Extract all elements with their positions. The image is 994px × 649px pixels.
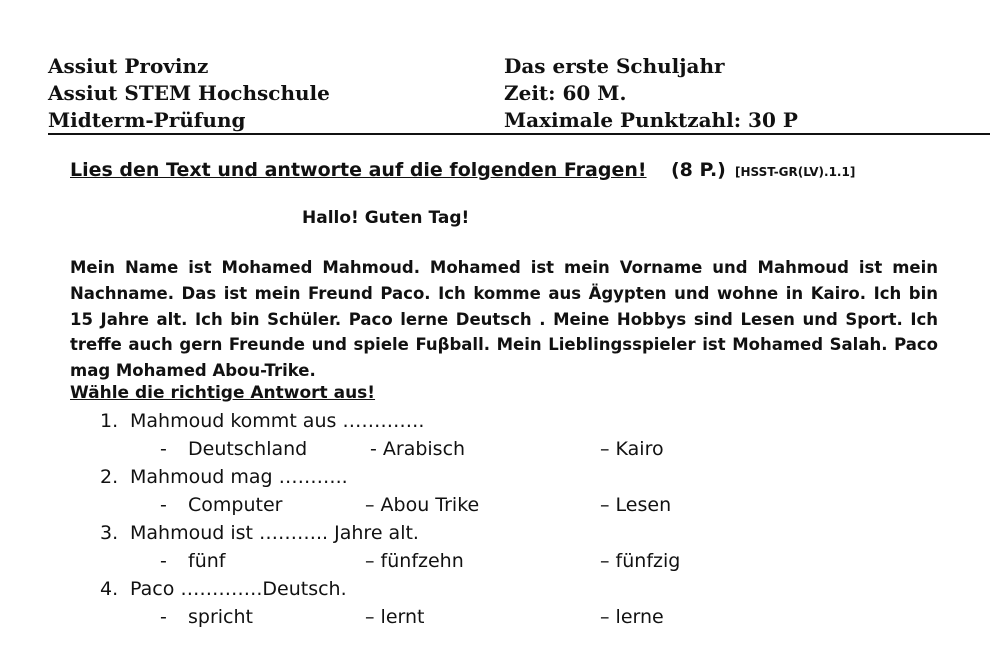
option-bullet: - [160, 438, 167, 460]
option-a: Deutschland [188, 438, 308, 460]
header-divider [48, 133, 990, 135]
header-exam-type: Midterm-Prüfung [48, 108, 246, 132]
header-right-block [504, 53, 798, 134]
task-points: (8 P.) [671, 159, 726, 181]
question-text: Mahmoud kommt aus …………. [130, 410, 425, 432]
question-text: Mahmoud ist ……….. Jahre alt. [130, 522, 419, 544]
question-number: 3. [100, 522, 119, 544]
passage-greeting: Hallo! Guten Tag! [302, 208, 470, 228]
option-c: – Lesen [600, 494, 672, 516]
option-a: fünf [188, 550, 226, 572]
option-bullet: - [160, 606, 167, 628]
option-a: Computer [188, 494, 283, 516]
header-school: Assiut STEM Hochschule [48, 81, 330, 105]
question-3-options [0, 550, 994, 578]
question-number: 4. [100, 578, 119, 600]
question-text: Paco ………….Deutsch. [130, 578, 347, 600]
option-bullet: - [160, 550, 167, 572]
option-b: – fünfzehn [365, 550, 464, 572]
header-province: Assiut Provinz [48, 54, 209, 78]
option-a: spricht [188, 606, 253, 628]
question-1-options [0, 438, 994, 466]
option-bullet: - [160, 494, 167, 516]
header-max-score: Maximale Punktzahl: 30 P [504, 108, 798, 132]
option-c: – Kairo [600, 438, 664, 460]
header-time: Zeit: 60 M. [504, 81, 627, 105]
choose-instruction: Wähle die richtige Antwort aus! [70, 383, 376, 403]
question-number: 2. [100, 466, 119, 488]
header-left-block [48, 53, 330, 134]
question-number: 1. [100, 410, 119, 432]
task-title: Lies den Text und antworte auf die folgenden Fragen! [70, 159, 647, 181]
question-4-options [0, 606, 994, 634]
option-b: – Abou Trike [365, 494, 480, 516]
reading-passage: Mein Name ist Mohamed Mahmoud. Mohamed ist mein Vorname und Mahmoud ist mein Nachname. Das ist mein Freund Paco. Ich komme aus Ägypten und wohne in Kairo. Ich bin 15 Jahre alt. Ich bin Schüler. Paco lerne Deutsch . Meine Hobbys sind Lesen und Sport. Ich treffe auch gern Freunde und spiele Fuβball. Mein Lieblingsspieler ist Mohamed Salah. Paco mag Mohamed Abou-Trike. [70, 258, 938, 381]
option-b: – lernt [365, 606, 425, 628]
option-b: - Arabisch [370, 438, 466, 460]
question-text: Mahmoud mag ……….. [130, 466, 348, 488]
option-c: – lerne [600, 606, 664, 628]
option-c: – fünfzig [600, 550, 681, 572]
question-2-options [0, 494, 994, 522]
task-code: [HSST-GR(LV).1.1] [735, 165, 856, 179]
header-school-year: Das erste Schuljahr [504, 54, 725, 78]
